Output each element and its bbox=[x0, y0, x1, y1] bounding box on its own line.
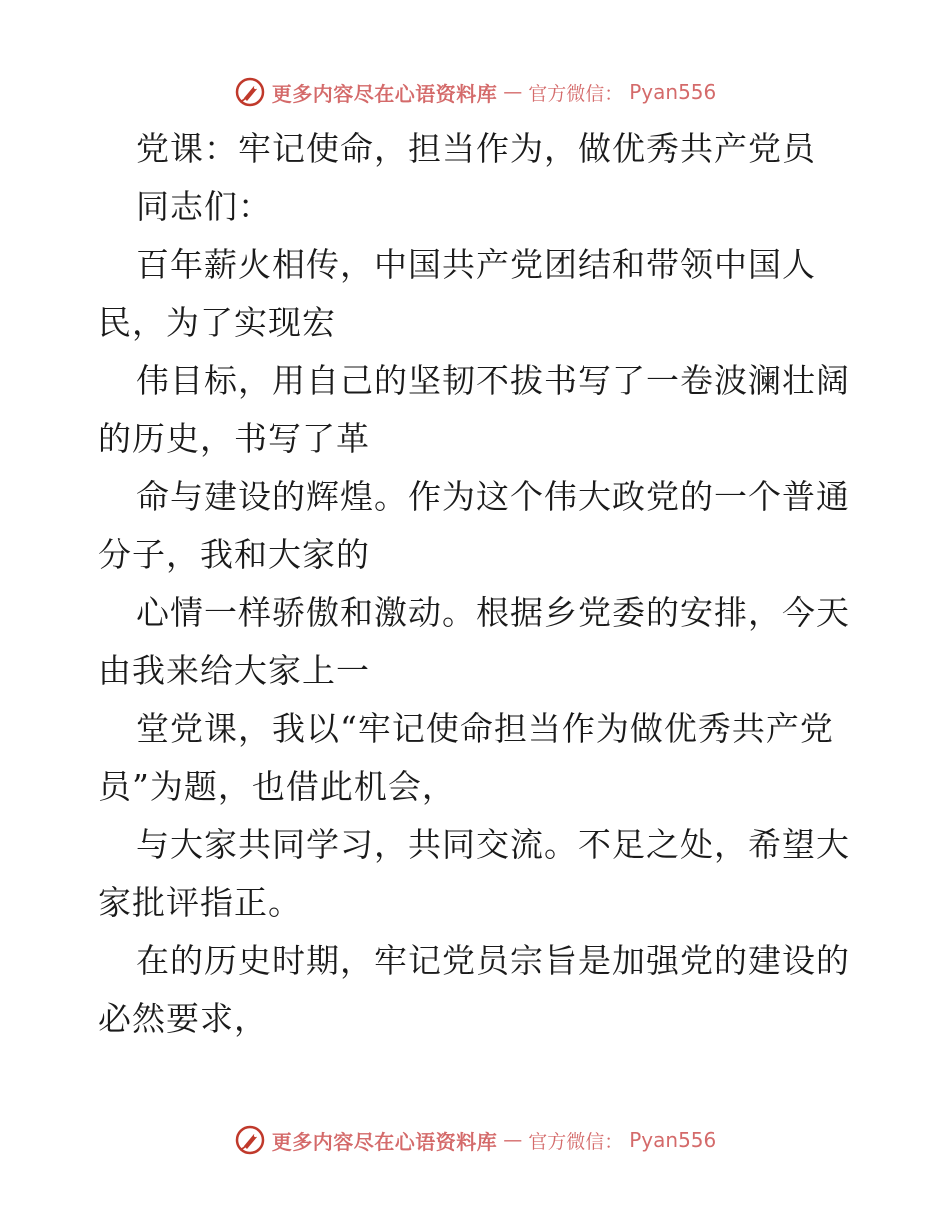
text-line: 民，为了实现宏 bbox=[98, 303, 336, 342]
salutation: 同志们： bbox=[136, 187, 272, 226]
text-line: 百年薪火相传，中国共产党团结和带领中国人 bbox=[136, 245, 816, 284]
text-line: 在的历史时期，牢记党员宗旨是加强党的建设的 bbox=[136, 941, 850, 980]
text-line: 员”为题，也借此机会， bbox=[98, 767, 456, 806]
document-title: 党课：牢记使命，担当作为，做优秀共产党员 bbox=[136, 129, 816, 168]
watermark-wechat-label: 官方微信： bbox=[528, 1130, 624, 1153]
watermark-separator: — bbox=[503, 1129, 523, 1151]
watermark-brand: 更多内容尽在心语资料库 bbox=[271, 81, 498, 106]
watermark-brand: 更多内容尽在心语资料库 bbox=[271, 1129, 498, 1154]
text-line: 必然要求， bbox=[98, 999, 268, 1038]
watermark-wechat-id: Pyan556 bbox=[629, 80, 717, 104]
text-line: 家批评指正。 bbox=[98, 883, 302, 922]
document-body bbox=[98, 120, 858, 1048]
text-line: 的历史，书写了革 bbox=[98, 419, 370, 458]
text-line: 堂党课，我以“牢记使命担当作为做优秀共产党 bbox=[136, 709, 834, 748]
text-line: 分子，我和大家的 bbox=[98, 535, 370, 574]
text-line: 与大家共同学习，共同交流。不足之处，希望大 bbox=[136, 825, 850, 864]
header-watermark bbox=[0, 72, 950, 112]
text-line: 心情一样骄傲和激动。根据乡党委的安排，今天 bbox=[136, 593, 850, 632]
footer-watermark bbox=[0, 1120, 950, 1160]
text-line: 命与建设的辉煌。作为这个伟大政党的一个普通 bbox=[136, 477, 850, 516]
pen-nib-logo-icon bbox=[234, 1124, 266, 1156]
pen-nib-logo-icon bbox=[234, 76, 266, 108]
text-line: 由我来给大家上一 bbox=[98, 651, 370, 690]
watermark-separator: — bbox=[503, 81, 523, 103]
watermark-wechat-label: 官方微信： bbox=[528, 82, 624, 105]
watermark-wechat-id: Pyan556 bbox=[629, 1128, 717, 1152]
text-line: 伟目标，用自己的坚韧不拔书写了一卷波澜壮阔 bbox=[136, 361, 850, 400]
